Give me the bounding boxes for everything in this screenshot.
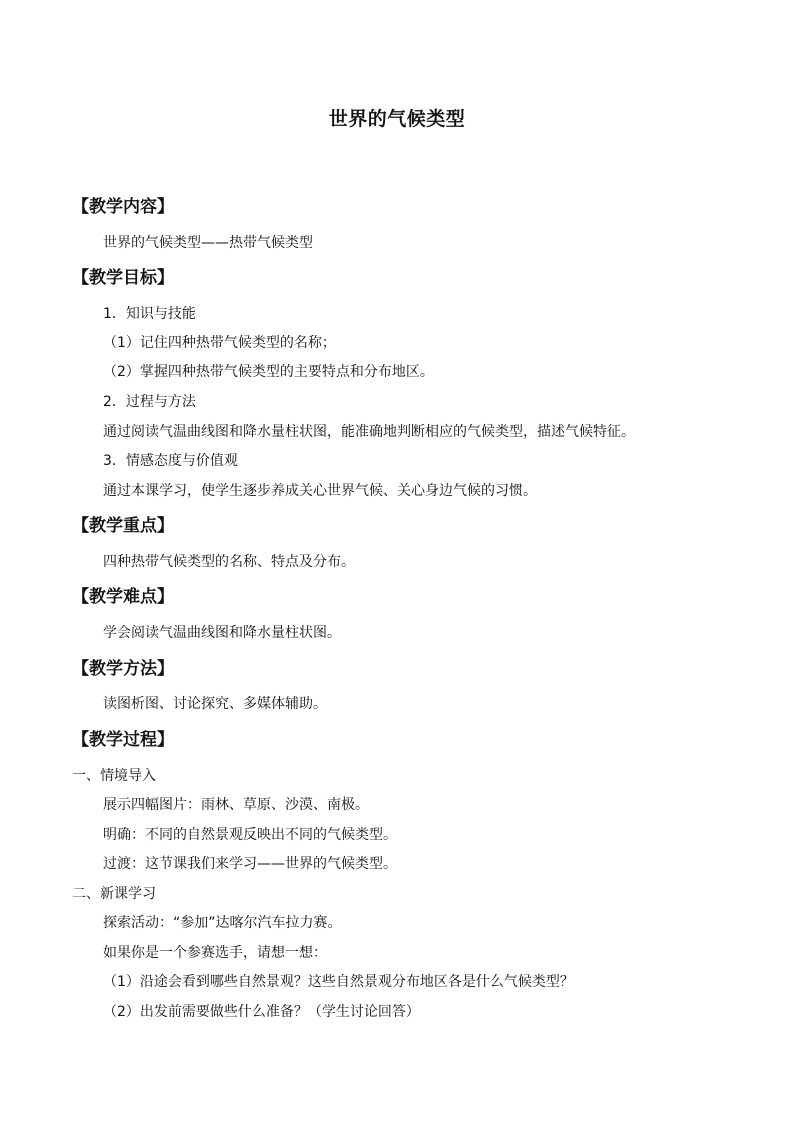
section-heading-objectives: 【教学目标】 bbox=[72, 268, 174, 288]
process-line: 一、情境导入 bbox=[72, 768, 156, 784]
method-line: 读图析图、讨论探究、多媒体辅助。 bbox=[103, 696, 327, 712]
section-heading-difficulties: 【教学难点】 bbox=[72, 587, 174, 607]
content-line: 世界的气候类型——热带气候类型 bbox=[103, 235, 313, 251]
section-heading-methods: 【教学方法】 bbox=[72, 659, 174, 679]
objective-line: 通过本课学习，使学生逐步养成关心世界气候、关心身边气候的习惯。 bbox=[103, 483, 537, 499]
objective-line: 1．知识与技能 bbox=[103, 306, 196, 322]
document-title: 世界的气候类型 bbox=[328, 108, 466, 130]
process-line: 明确：不同的自然景观反映出不同的气候类型。 bbox=[103, 827, 397, 843]
objective-line: 通过阅读气温曲线图和降水量柱状图，能准确地判断相应的气候类型，描述气候特征。 bbox=[103, 424, 635, 440]
key-point-line: 四种热带气候类型的名称、特点及分布。 bbox=[103, 554, 355, 570]
process-line: 过渡：这节课我们来学习——世界的气候类型。 bbox=[103, 856, 397, 872]
difficulty-line: 学会阅读气温曲线图和降水量柱状图。 bbox=[103, 625, 341, 641]
objective-line: 3．情感态度与价值观 bbox=[103, 453, 238, 469]
section-heading-process: 【教学过程】 bbox=[72, 730, 174, 750]
objective-line: （1）记住四种热带气候类型的名称； bbox=[103, 335, 336, 351]
process-line: （1）沿途会看到哪些自然景观？这些自然景观分布地区各是什么气候类型？ bbox=[103, 974, 574, 990]
section-heading-key-points: 【教学重点】 bbox=[72, 516, 174, 536]
process-line: 探索活动：“参加”达喀尔汽车拉力赛。 bbox=[103, 915, 342, 931]
section-heading-content: 【教学内容】 bbox=[72, 197, 174, 217]
process-line: 二、新课学习 bbox=[72, 886, 156, 902]
objective-line: 2．过程与方法 bbox=[103, 394, 196, 410]
objective-line: （2）掌握四种热带气候类型的主要特点和分布地区。 bbox=[103, 364, 434, 380]
process-line: 展示四幅图片：雨林、草原、沙漠、南极。 bbox=[103, 797, 369, 813]
process-line: 如果你是一个参赛选手，请想一想： bbox=[103, 945, 327, 961]
process-line: （2）出发前需要做些什么准备？（学生讨论回答） bbox=[103, 1004, 420, 1020]
